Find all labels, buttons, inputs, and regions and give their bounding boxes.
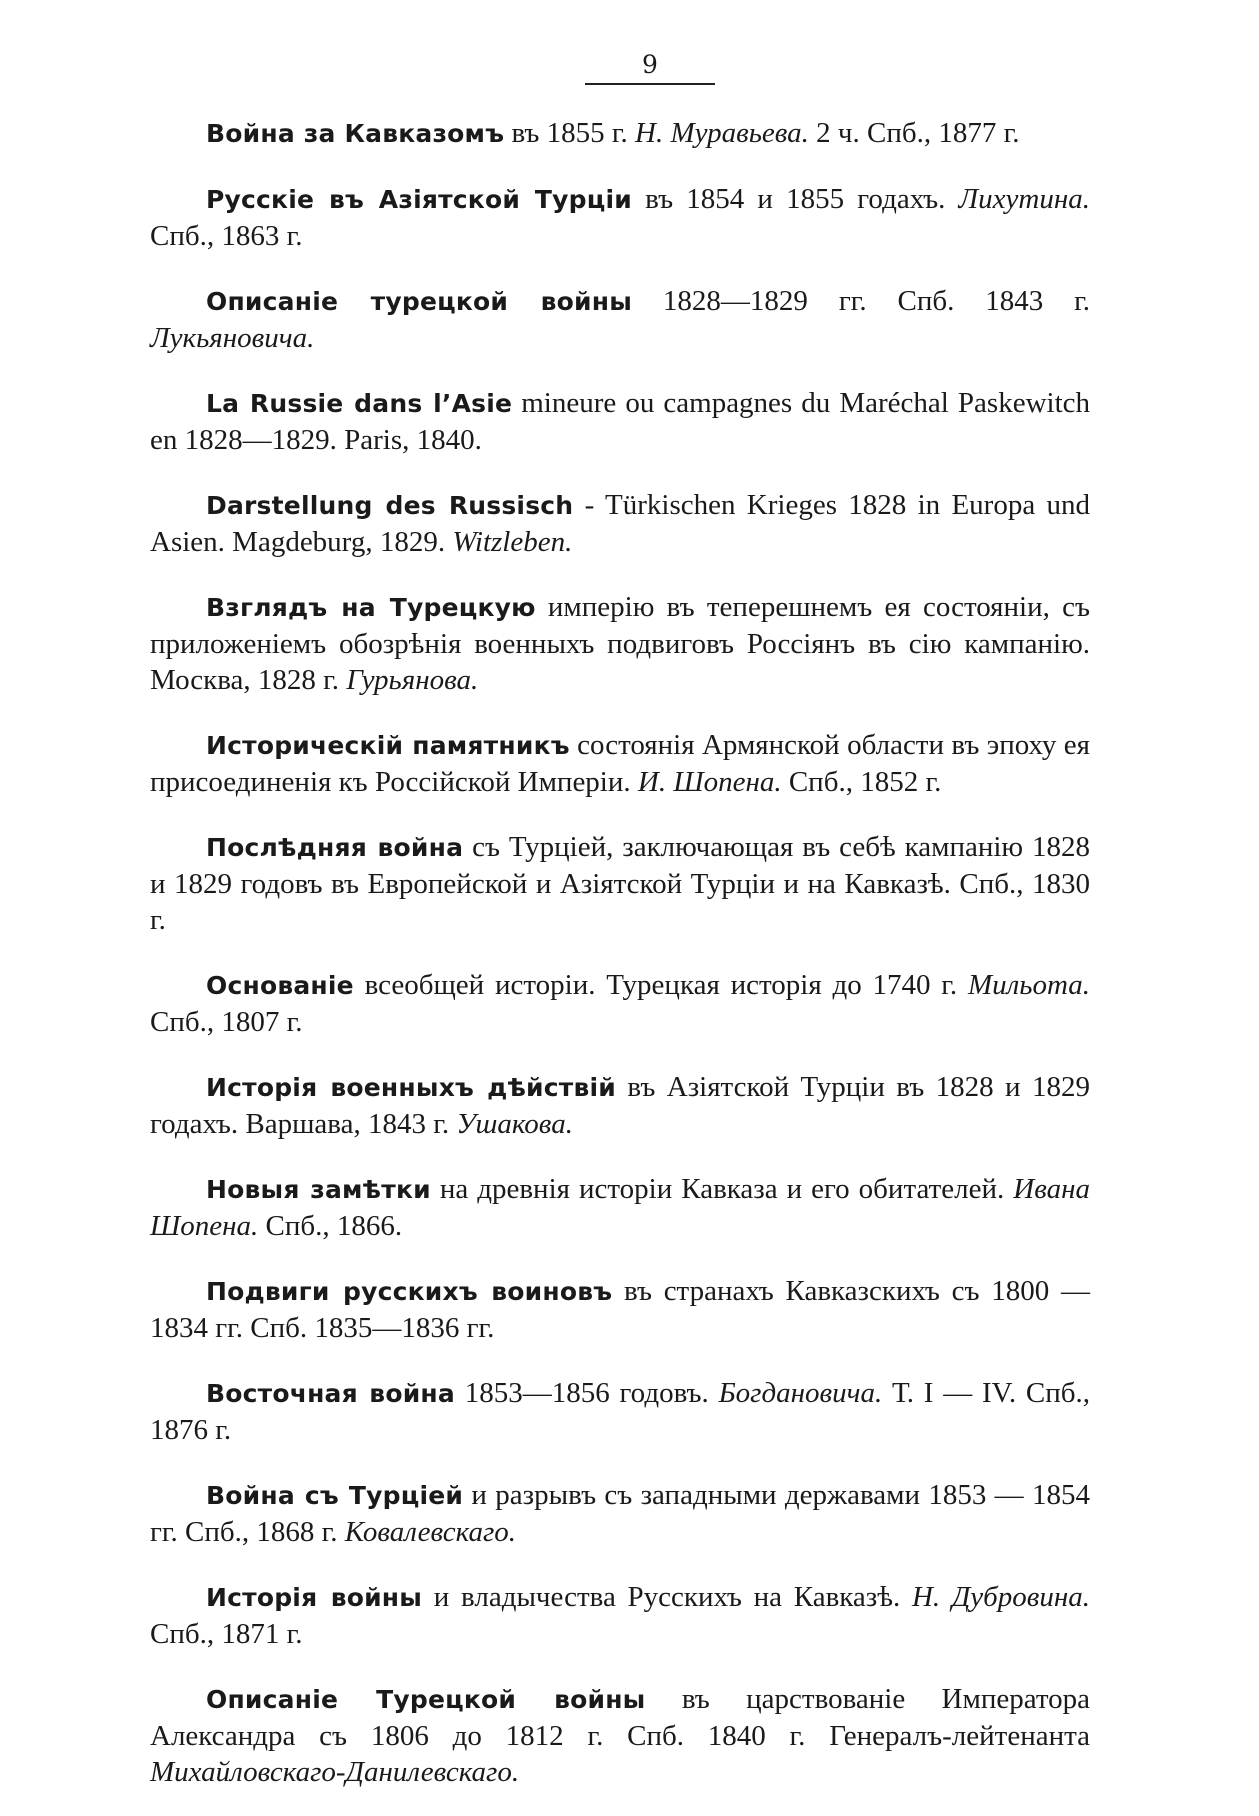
bibliography-list (150, 115, 1090, 1790)
entry-author: Мильота. (967, 969, 1090, 1001)
entry-author: Ивана Шопена. (150, 1173, 1090, 1242)
bibliography-entry (150, 1477, 1090, 1550)
bibliography-entry (150, 487, 1090, 560)
entry-tail: 2 ч. Спб., 1877 г. (808, 117, 1020, 149)
entry-text: 1828—1829 гг. Спб. 1843 г. (632, 285, 1090, 317)
bibliography-entry (150, 1375, 1090, 1448)
entry-title: Исторія войны (206, 1583, 423, 1612)
bibliography-entry (150, 829, 1090, 938)
bibliography-entry (150, 1579, 1090, 1652)
entry-title: Русскіе въ Азіятской Турціи (206, 185, 632, 214)
bibliography-entry (150, 1273, 1090, 1346)
entry-title: Восточная война (206, 1379, 455, 1408)
entry-text: и разрывъ съ западными державами 1853 — 1854 гг. Спб., 1868 г. (150, 1479, 1090, 1548)
entry-tail: Спб., 1871 г. (150, 1618, 303, 1650)
page-number: 9 (585, 50, 715, 85)
entry-title: Описаніе турецкой войны (206, 287, 633, 316)
entry-author: И. Шопена. (637, 766, 782, 798)
bibliography-entry (150, 1681, 1090, 1790)
entry-text: въ 1855 г. (504, 117, 636, 149)
entry-author: Богдановича. (718, 1377, 883, 1409)
entry-tail: Спб., 1866. (258, 1210, 403, 1242)
entry-title: Послѣдняя война (206, 833, 464, 862)
entry-title: Историческій памятникъ (206, 731, 570, 760)
entry-text: въ Азіятской Турціи въ 1828 и 1829 годахъ. Варшава, 1843 г. (150, 1071, 1090, 1140)
bibliography-entry (150, 283, 1090, 356)
page (150, 50, 1090, 1816)
entry-text: въ царствованіе Императора Александра съ 1806 до 1812 г. Спб. 1840 г. Генералъ-лейтенанта (150, 1683, 1090, 1752)
entry-author: Ушакова. (456, 1108, 573, 1140)
entry-title: Подвиги русскихъ воиновъ (206, 1277, 613, 1306)
bibliography-entry (150, 967, 1090, 1040)
entry-title: Исторія военныхъ дѣйствій (206, 1073, 616, 1102)
bibliography-entry (150, 181, 1090, 254)
bibliography-entry (150, 589, 1090, 698)
entry-title: Война съ Турціей (206, 1481, 464, 1510)
entry-tail: Спб., 1807 г. (150, 1006, 303, 1038)
entry-author: Ковалевскаго. (344, 1516, 517, 1548)
bibliography-entry (150, 115, 1090, 152)
entry-title: Описаніе Турецкой войны (206, 1685, 646, 1714)
entry-text: - Türkischen Krieges 1828 in Europa und Asien. Magdeburg, 1829. (150, 489, 1091, 558)
entry-text: имперію въ теперешнемъ ея состояніи, съ приложеніемъ обозрѣнія военныхъ подвиговъ Россіянъ въ сію кампанію. Москва, 1828 г. (150, 591, 1090, 696)
entry-author: Лихутина. (958, 183, 1091, 215)
entry-author: Гурьянова. (346, 664, 479, 696)
entry-text: въ 1854 и 1855 годахъ. (631, 183, 959, 215)
entry-author: Н. Муравьева. (635, 117, 809, 149)
entry-author: Лукьяновича. (150, 322, 315, 354)
entry-author: Н. Дубровина. (911, 1581, 1090, 1613)
entry-text: mineure ou campagnes du Maréchal Paskewitch en 1828—1829. Paris, 1840. (150, 387, 1090, 456)
entry-text: съ Турціей, заключающая въ себѣ кампанію 1828 и 1829 годовъ въ Европейской и Азіятской Турціи и на Кавказѣ. Спб., 1830 г. (150, 831, 1090, 936)
entry-text: 1853—1856 годовъ. (454, 1377, 719, 1409)
entry-tail: Спб., 1863 г. (150, 220, 303, 252)
entry-text: и владычества Русскихъ на Кавказѣ. (422, 1581, 912, 1613)
bibliography-entry (150, 385, 1090, 458)
bibliography-entry (150, 727, 1090, 800)
bibliography-entry (150, 1069, 1090, 1142)
entry-author: Witzleben. (452, 526, 573, 558)
entry-title: Основаніе (206, 971, 354, 1000)
entry-title: Взглядъ на Турецкую (206, 593, 536, 622)
entry-title: Новыя замѣтки (206, 1175, 431, 1204)
entry-text: въ странахъ Кавказскихъ съ 1800 — 1834 гг. Спб. 1835—1836 гг. (150, 1275, 1090, 1344)
entry-title: Darstellung des Russisch (206, 491, 574, 520)
entry-title: Война за Кавказомъ (206, 119, 505, 148)
entry-text: всеобщей исторіи. Турецкая исторія до 1740 г. (353, 969, 968, 1001)
entry-title: La Russie dans l’Asie (206, 389, 513, 418)
entry-author: Михайловскаго-Данилевскаго. (150, 1756, 520, 1788)
bibliography-entry (150, 1171, 1090, 1244)
entry-text: на древнія исторіи Кавказа и его обитателей. (430, 1173, 1014, 1205)
entry-text: состоянія Армянской области въ эпоху ея присоединенія къ Россійской Имперіи. (150, 729, 1090, 798)
entry-tail: Т. I — IV. Спб., 1876 г. (150, 1377, 1090, 1446)
entry-tail: Спб., 1852 г. (781, 766, 942, 798)
